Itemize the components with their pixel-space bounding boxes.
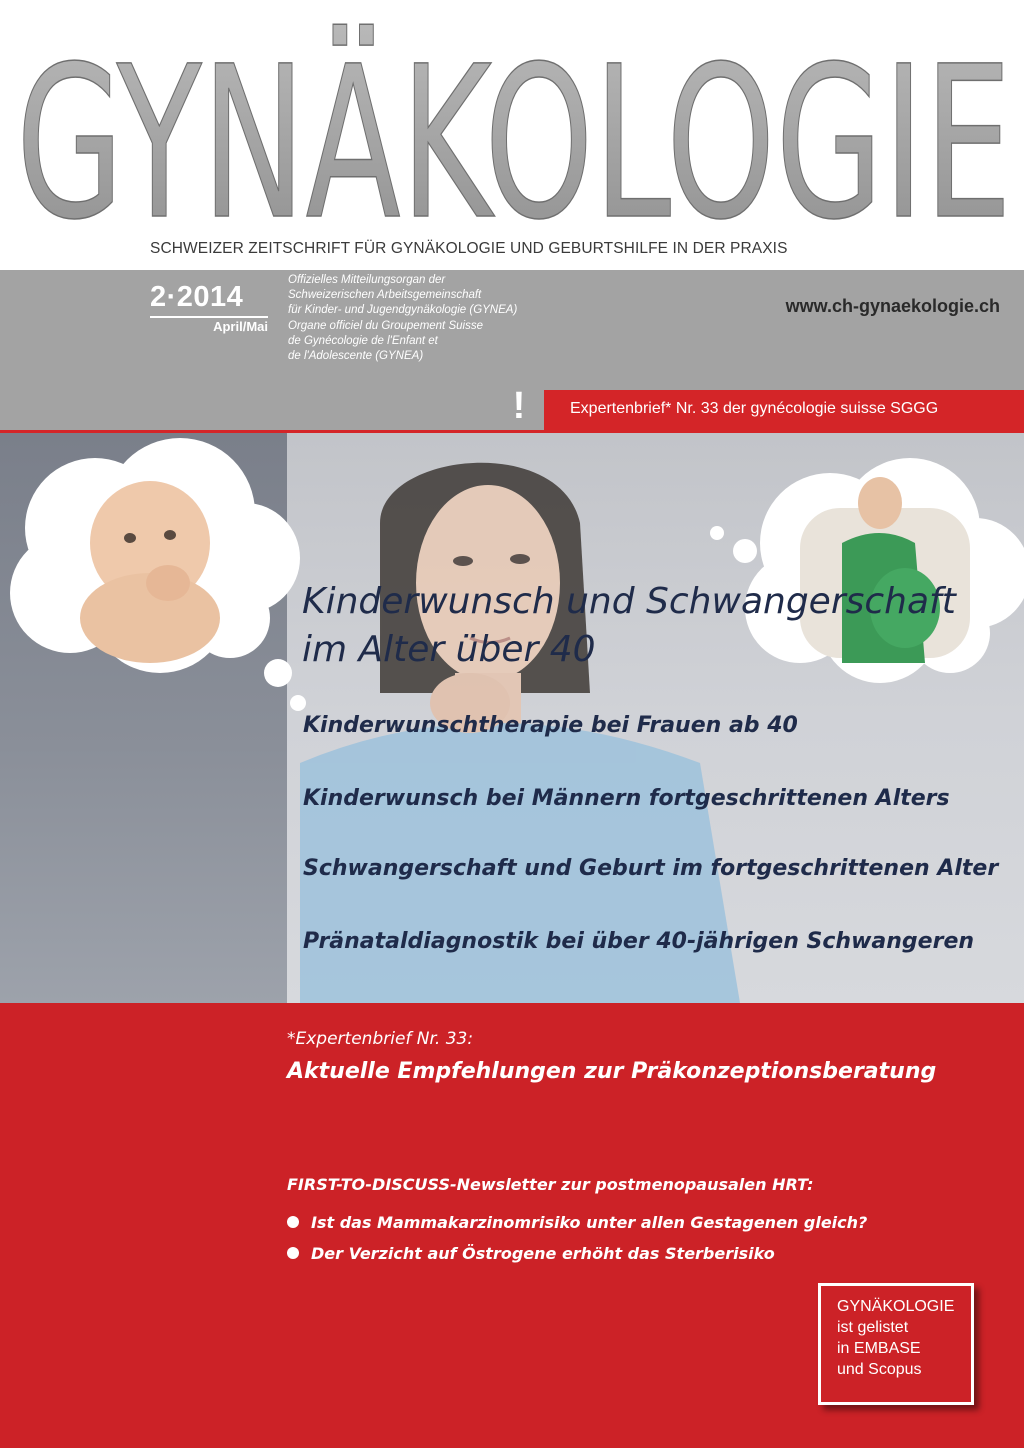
issue-divider bbox=[150, 316, 268, 318]
issue-months: April/Mai bbox=[213, 319, 268, 334]
bullet-icon bbox=[287, 1247, 299, 1259]
bullet-icon bbox=[287, 1216, 299, 1228]
indexing-box-line: ist gelistet bbox=[837, 1319, 909, 1336]
masthead bbox=[0, 0, 1024, 270]
official-organ-line: Schweizerischen Arbeitsgemeinschaft bbox=[288, 289, 482, 302]
website-link[interactable]: www.ch-gynaekologie.ch bbox=[785, 296, 1000, 316]
official-organ-line: de l'Adolescente (GYNEA) bbox=[288, 350, 424, 363]
official-organ-line: für Kinder- und Jugendgynäkologie (GYNEA) bbox=[288, 304, 518, 317]
indexing-box bbox=[818, 1283, 974, 1405]
expert-letter-title: Aktuelle Empfehlungen zur Präkonzeptionsberatung bbox=[287, 1059, 937, 1084]
expert-letter-banner-text: Expertenbrief* Nr. 33 der gynécologie suisse SGGG bbox=[570, 400, 939, 417]
newsletter-item bbox=[287, 1213, 867, 1232]
official-organ-line: Organe officiel du Groupement Suisse bbox=[288, 319, 483, 332]
newsletter-item-text: Ist das Mammakarzinomrisiko unter allen Gestagenen gleich? bbox=[311, 1213, 868, 1232]
cover-topic: Pränataldiagnostik bei über 40-jährigen Schwangeren bbox=[303, 929, 975, 954]
thought-cloud-baby bbox=[10, 438, 306, 711]
indexing-box-line: in EMBASE bbox=[837, 1340, 921, 1357]
journal-title-text: GYNÄKOLOGIE bbox=[16, 21, 1012, 236]
cover-headline-line: im Alter über 40 bbox=[302, 629, 596, 670]
cover-topic: Kinderwunsch bei Männern fortgeschrittenen Alters bbox=[303, 786, 950, 811]
official-organ-line: Offizielles Mitteilungsorgan der bbox=[288, 274, 446, 286]
cover-headline bbox=[302, 578, 1022, 674]
indexing-box-line: und Scopus bbox=[837, 1361, 922, 1378]
issue-number: 2·2014 bbox=[150, 281, 244, 313]
cover-topic: Schwangerschaft und Geburt im fortgeschrittenen Alter bbox=[303, 856, 999, 881]
official-organ-line: de Gynécologie de l'Enfant et bbox=[288, 334, 438, 347]
newsletter-item-text: Der Verzicht auf Östrogene erhöht das Sterberisiko bbox=[311, 1244, 775, 1263]
cover-headline-line: Kinderwunsch und Schwangerschaft bbox=[302, 581, 956, 622]
expert-letter-banner bbox=[544, 390, 1024, 430]
newsletter-item bbox=[287, 1244, 775, 1263]
newsletter-title: FIRST-TO-DISCUSS-Newsletter zur postmenopausalen HRT: bbox=[287, 1175, 814, 1194]
expert-letter-label: *Expertenbrief Nr. 33: bbox=[287, 1029, 474, 1049]
journal-title bbox=[14, 4, 1014, 236]
indexing-box-line: GYNÄKOLOGIE bbox=[837, 1298, 955, 1315]
exclamation-icon: ! bbox=[512, 385, 526, 427]
journal-subtitle: SCHWEIZER ZEITSCHRIFT FÜR GYNÄKOLOGIE UND GEBURTSHILFE IN DER PRAXIS bbox=[150, 240, 788, 257]
baby-illustration bbox=[80, 481, 220, 663]
official-organ-note bbox=[288, 273, 548, 364]
cover-topic: Kinderwunschtherapie bei Frauen ab 40 bbox=[303, 713, 798, 738]
